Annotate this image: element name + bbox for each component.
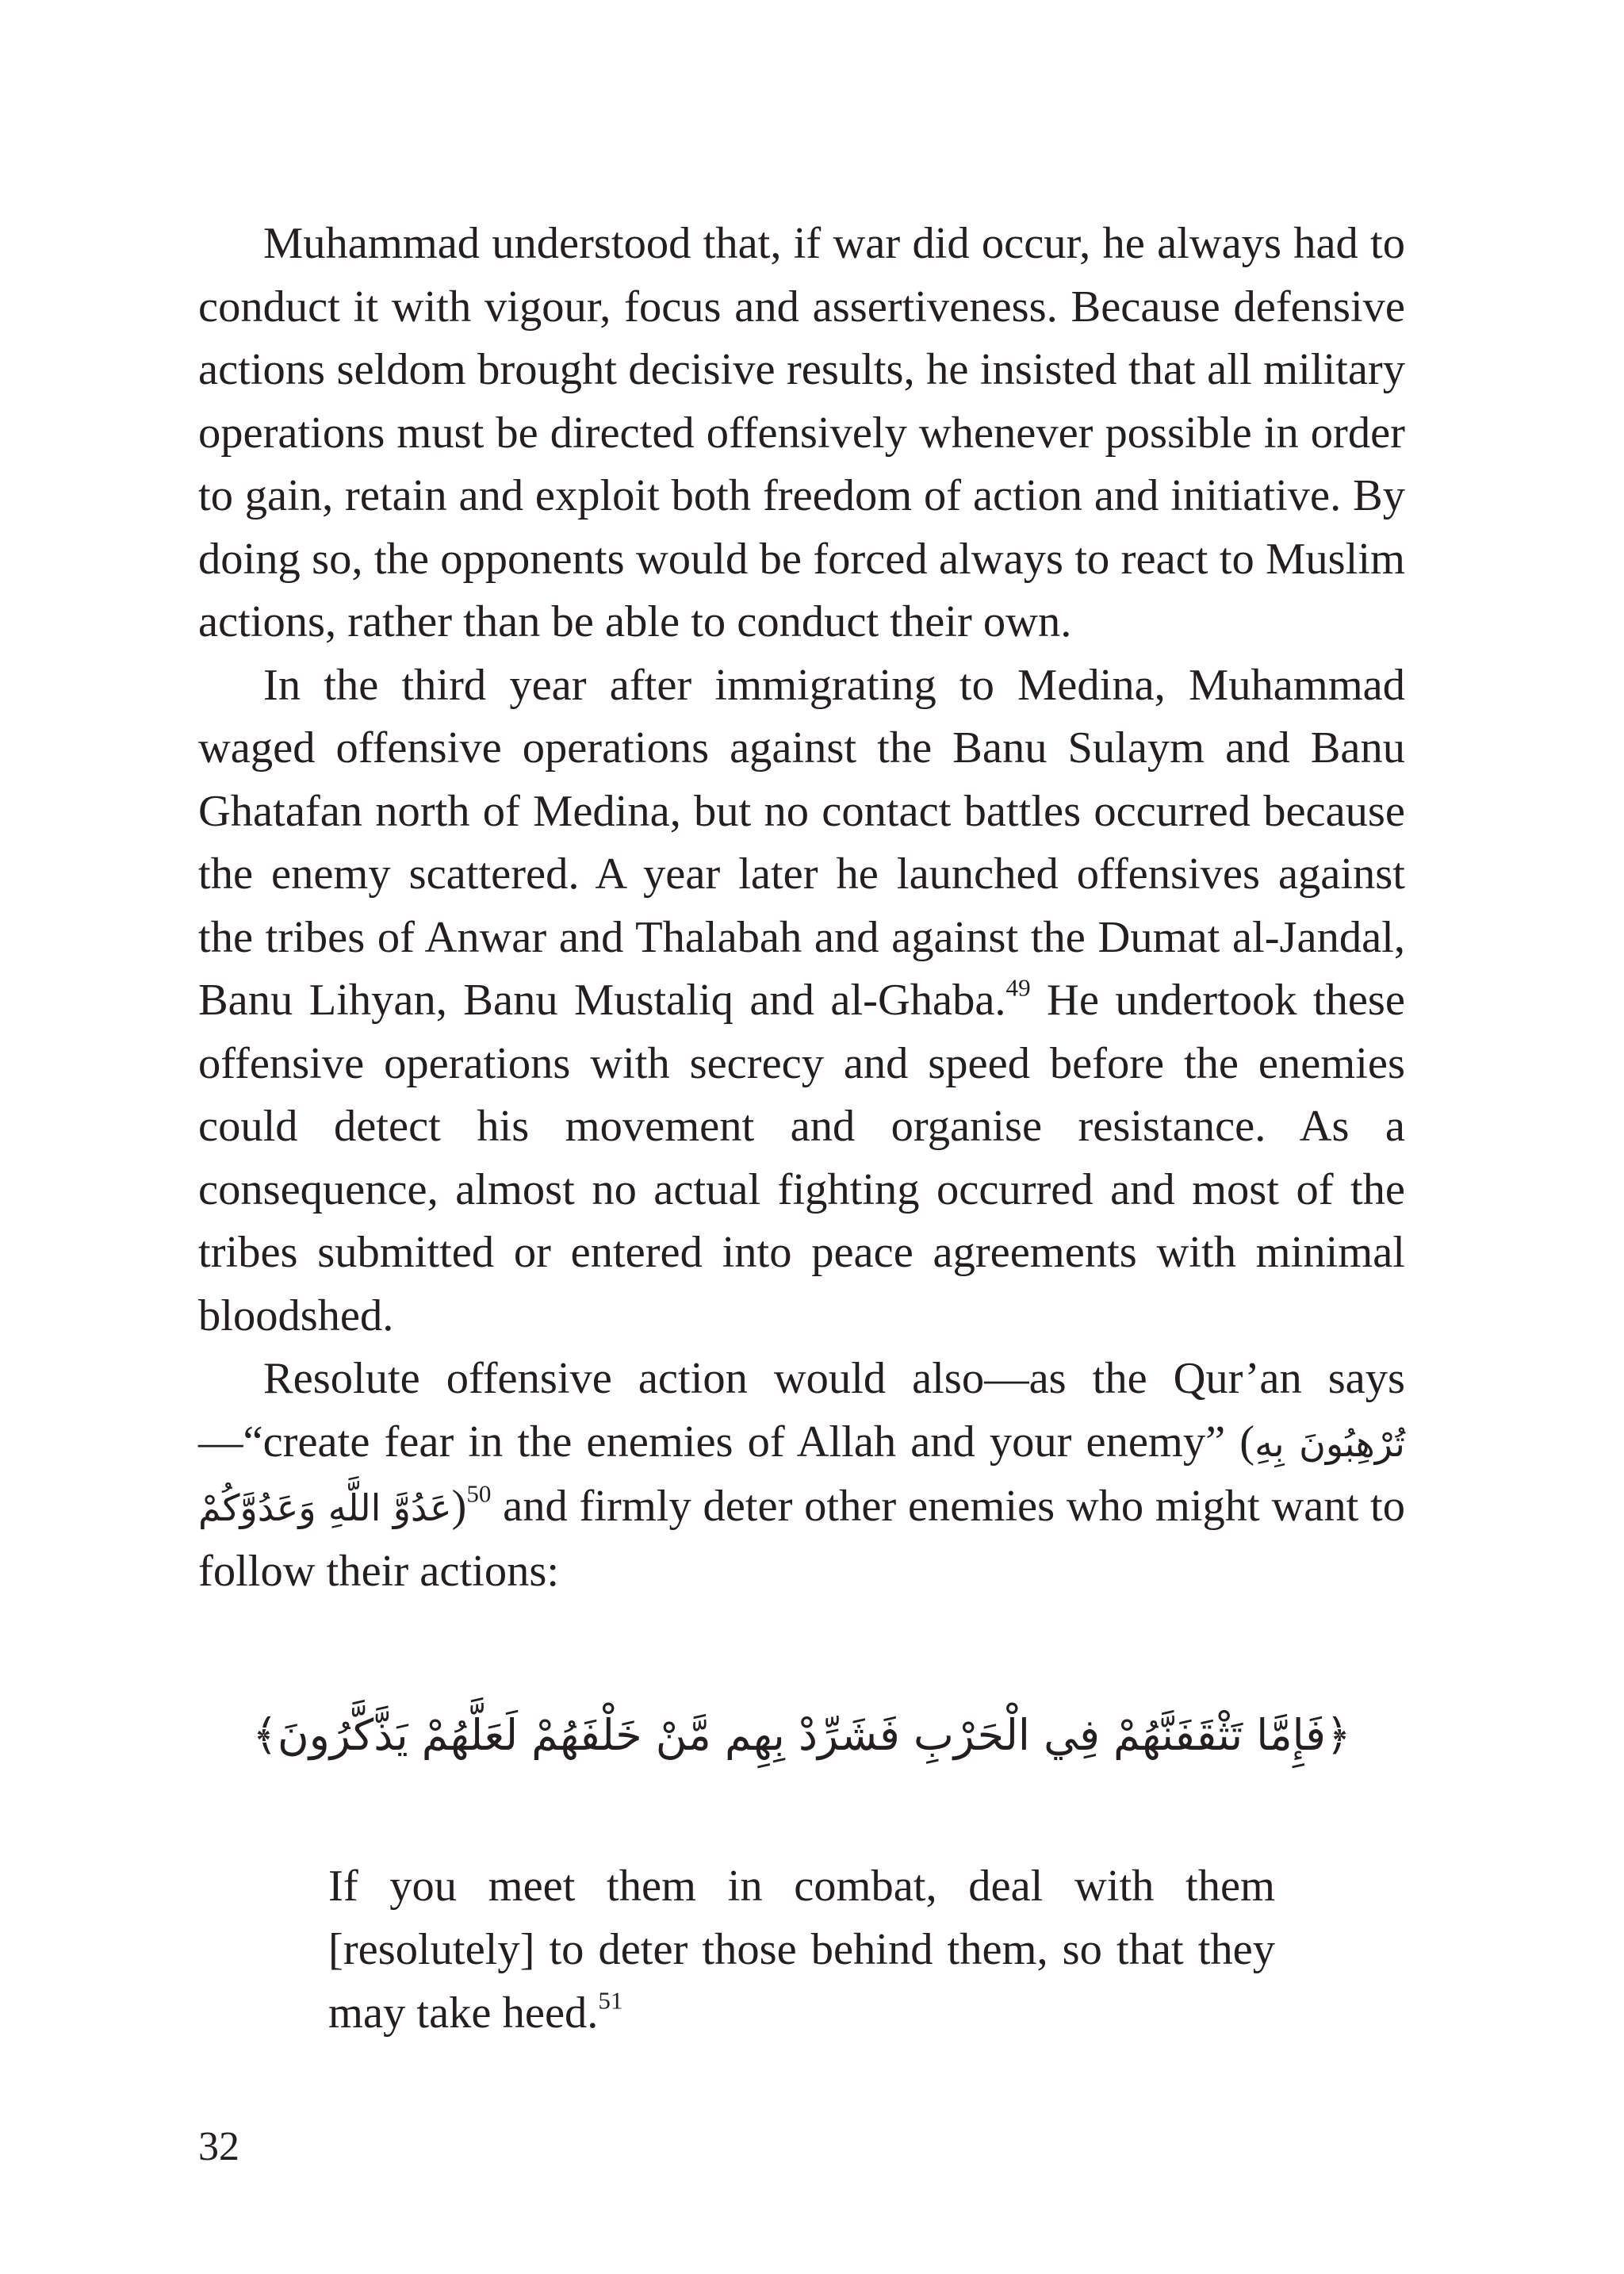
footnote-ref-50[interactable]: 50 bbox=[466, 1479, 492, 1508]
paragraph-3-text-end: and firmly deter other enemies who might want to follow their actions: bbox=[198, 1482, 1406, 1596]
paragraph-2 bbox=[198, 654, 1405, 1348]
paragraph-3-text-start: Resolute offensive action would also—as the Qur’an says—“create fear in the enemies of Allah and your enemy” ( bbox=[198, 1354, 1405, 1467]
verse-translation-text: If you meet them in combat, deal with them [resolutely] to deter those behind them, so that they may take heed. bbox=[328, 1862, 1275, 2038]
paragraph-2-text-end: He undertook these offensive operations with secrecy and speed before the enemies could detect his movement and organise resistance. As a consequence, almost no actual fighting occurred and most of the tribes submitted or entered into peace agreements with minimal bloodshed. bbox=[198, 976, 1405, 1340]
footnote-ref-49[interactable]: 49 bbox=[1005, 973, 1031, 1002]
arabic-quote-inline: تُرْهِبُونَ بِهِ عَدُوَّ اللَّهِ وَعَدُوَّكُمْ bbox=[198, 1421, 1405, 1529]
paragraph-2-text-start: In the third year after immigrating to Medina, Muhammad waged offensive operations against the Banu Sulaym and Banu Ghatafan north of Medina, but no contact battles occurred because the enemy scattered. A year later he launched offensives against the tribes of Anwar and Thalabah and against the Dumat al-Jandal, Banu Lihyan, Banu Mustaliq and al-Ghaba. bbox=[198, 660, 1405, 1025]
paragraph-3-close-paren: ) bbox=[451, 1482, 467, 1531]
paragraph-1 bbox=[198, 213, 1405, 654]
body-text bbox=[198, 213, 1405, 1603]
paragraph-3 bbox=[198, 1348, 1405, 1603]
page-number: 32 bbox=[198, 2124, 239, 2169]
verse-translation bbox=[328, 1854, 1275, 2045]
arabic-verse: ﴿فَإِمَّا تَثْقَفَنَّهُمْ فِي الْحَرْبِ فَشَرِّدْ بِهِم مَّنْ خَلْفَهُمْ لَعَلَّهُمْ يَذَّكَّرُونَ﴾ bbox=[252, 1710, 1351, 1760]
footnote-ref-51[interactable]: 51 bbox=[598, 1986, 623, 2015]
paragraph-1-text: Muhammad understood that, if war did occur, he always had to conduct it with vigour, focus and assertiveness. Because defensive actions seldom brought decisive results, he insisted that all military operations must be directed offensively whenever possible in order to gain, retain and exploit both freedom of action and initiative. By doing so, the opponents would be forced always to react to Muslim actions, rather than be able to conduct their own. bbox=[198, 219, 1405, 646]
